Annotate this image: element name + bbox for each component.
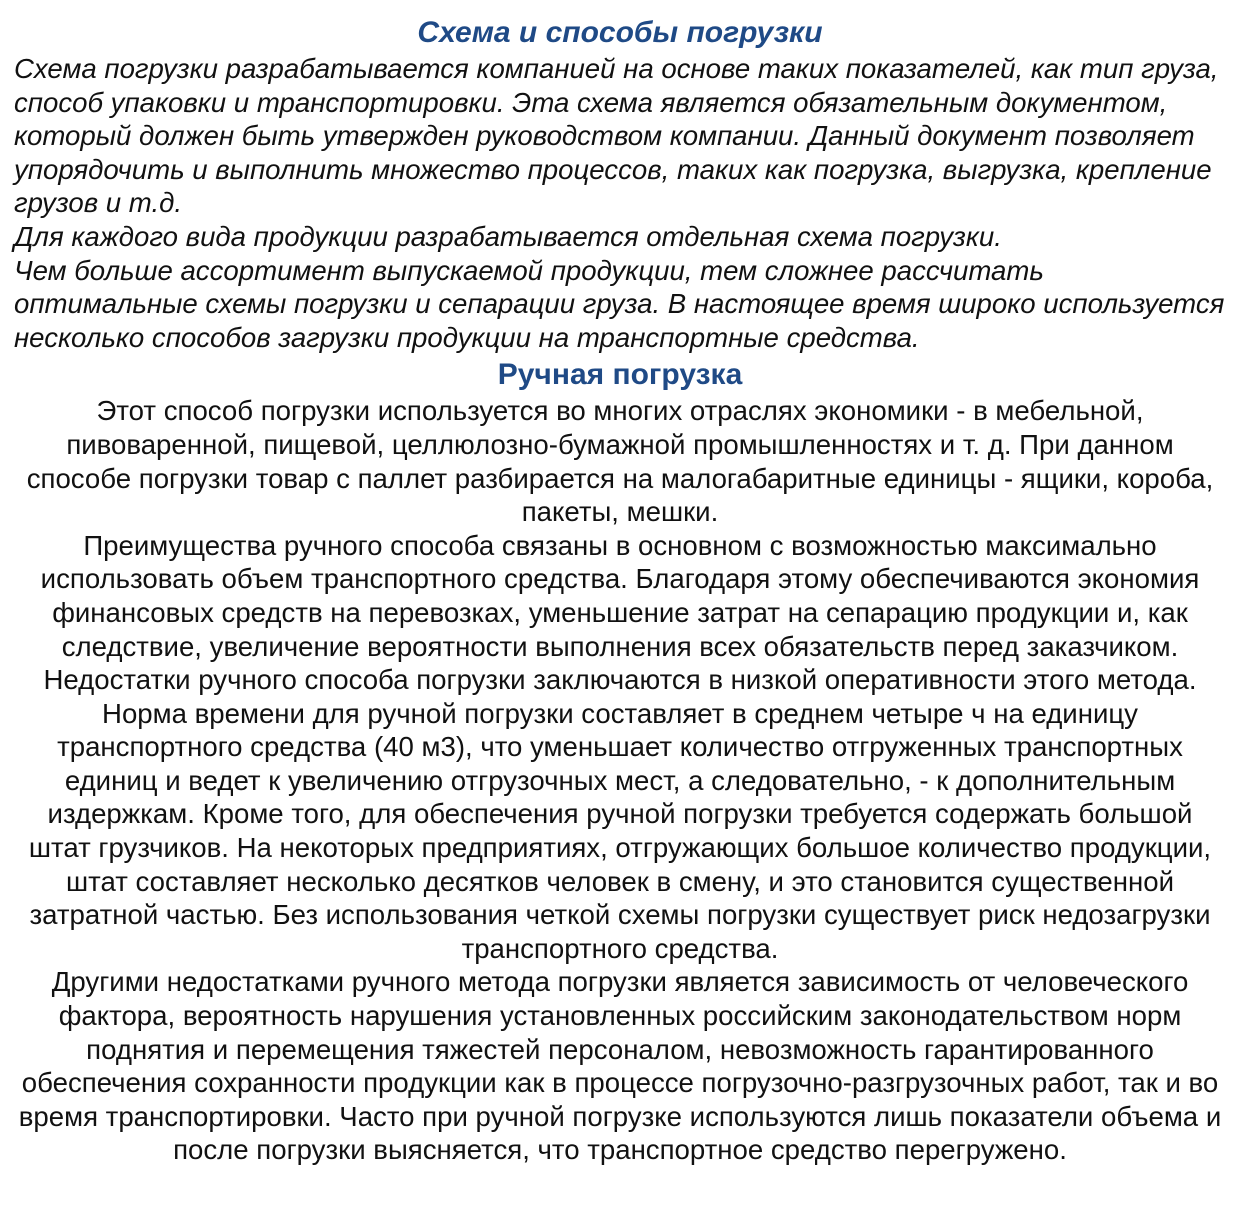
manual-paragraph: Этот способ погрузки используется во многих отраслях экономики - в мебельной, пивоваренной, пищевой, целлюлозно-бумажной промышленностях и т. д. При данном способе погрузки товар с паллет разбирается на малогабаритные единицы - ящики, короба, пакеты, мешки. [26,395,1214,528]
section-title-manual-loading: Ручная погрузка [497,358,743,392]
section-title-loading-schemes: Схема и способы погрузки [417,16,823,49]
intro-paragraph: Схема погрузки разрабатывается компанией на основе таких показателей, как тип груза, способ упаковки и транспортировки. Эта схема является обязательным документом, который должен быть утвержден руководством компании. Данный документ позволяет упорядочить и выполнить множество процессов, таких как погрузка, выгрузка, крепление грузов и т.д. [14,53,1219,219]
intro-section [14,52,1226,354]
manual-loading-section [14,356,1226,1167]
manual-paragraph: Преимущества ручного способа связаны в основном с возможностью максимально использовать объем транспортного средства. Благодаря этому обеспечиваются экономия финансовых средств на перевозках, уменьшение затрат на сепарацию продукции и, как следствие, увеличение вероятности выполнения всех обязательств перед заказчиком. [40,529,1200,662]
intro-paragraph: Чем больше ассортимент выпускаемой продукции, тем сложнее рассчитать оптимальные схемы погрузки и сепарации груза. В настоящее время широко используется несколько способов загрузки продукции на транспортные средства. [14,254,1225,353]
manual-paragraph: Недостатки ручного способа погрузки заключаются в низкой оперативности этого метода. Норма времени для ручной погрузки составляет в среднем четыре ч на единицу транспортного средства (40 м3), что уменьшает количество отгруженных транспортных единиц и ведет к увеличению отгрузочных мест, а следовательно, - к дополнительным издержкам. Кроме того, для обеспечения ручной погрузки требуется содержать большой штат грузчиков. На некоторых предприятиях, отгружающих большое количество продукции, штат составляет несколько десятков человек в смену, и это становится существенной затратной частью. Без использования четкой схемы погрузки существует риск недозагрузки транспортного средства. [28,664,1212,964]
manual-paragraph: Другими недостатками ручного метода погрузки является зависимость от человеческого фактора, вероятность нарушения установленных российским законодательством норм поднятия и перемещения тяжестей персоналом, невозможность гарантированного обеспечения сохранности продукции как в процессе погрузочно-разгрузочных работ, так и во время транспортировки. Часто при ручной погрузке используются лишь показатели объема и после погрузки выясняется, что транспортное средство перегружено. [18,966,1222,1166]
intro-paragraph: Для каждого вида продукции разрабатывается отдельная схема погрузки. [14,220,1002,252]
